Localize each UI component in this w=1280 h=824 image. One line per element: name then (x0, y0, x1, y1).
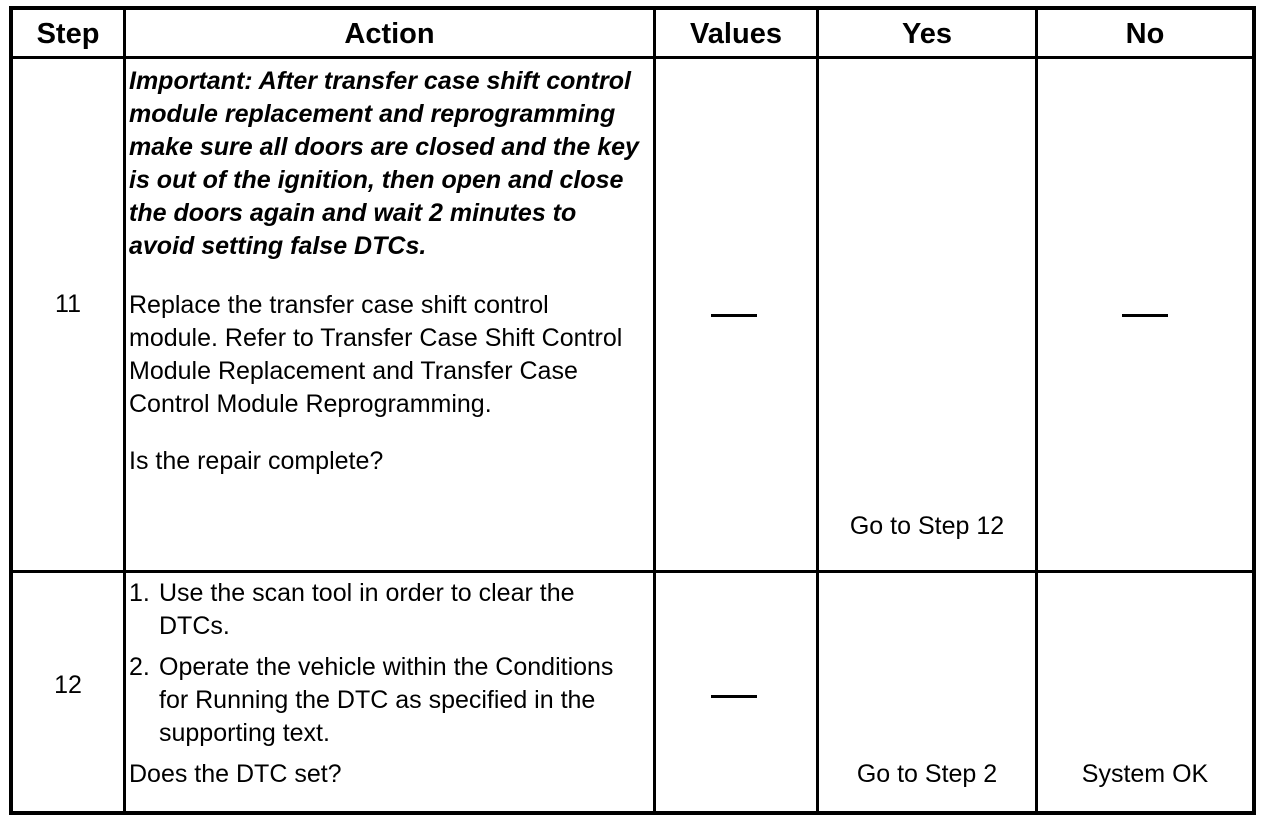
row-divider (13, 570, 1252, 573)
values-dash (711, 314, 757, 317)
header-step: Step (36, 17, 100, 50)
values-dash (711, 695, 757, 698)
step-number: 11 (55, 290, 81, 318)
no-dash (1122, 314, 1168, 317)
header-values: Values (690, 17, 782, 50)
column-divider (816, 10, 819, 811)
substep-number: 1. (129, 579, 150, 607)
list-item (129, 577, 639, 643)
header-yes: Yes (902, 17, 952, 50)
action-cell (129, 65, 639, 478)
list-item (129, 651, 639, 750)
substep-list (129, 577, 639, 750)
yes-result: Go to Step 2 (856, 760, 998, 788)
action-instruction: Replace the transfer case shift control module. Refer to Transfer Case Shift Control Module Replacement and Transfer Case Control Module Reprogramming. (129, 291, 623, 418)
substep-text: Operate the vehicle within the Conditions for Running the DTC as specified in the supporting text. (159, 653, 614, 747)
step-number: 12 (54, 671, 82, 699)
column-divider (123, 10, 126, 811)
action-question: Does the DTC set? (129, 760, 342, 788)
column-divider (653, 10, 656, 811)
important-note: Important: After transfer case shift control module replacement and reprogramming make sure all doors are closed and the key is out of the ignition, then open and close the doors again and wait 2 minutes to avoid setting false DTCs. (129, 67, 639, 260)
column-divider (1035, 10, 1038, 811)
header-action: Action (344, 17, 435, 50)
header-no: No (1125, 17, 1165, 50)
action-cell (129, 577, 639, 791)
no-result: System OK (1081, 760, 1209, 788)
substep-text: Use the scan tool in order to clear the DTCs. (159, 579, 575, 640)
yes-result: Go to Step 12 (849, 512, 1005, 540)
substep-number: 2. (129, 653, 150, 681)
action-question: Is the repair complete? (129, 447, 384, 475)
diagnostic-table (9, 6, 1256, 815)
